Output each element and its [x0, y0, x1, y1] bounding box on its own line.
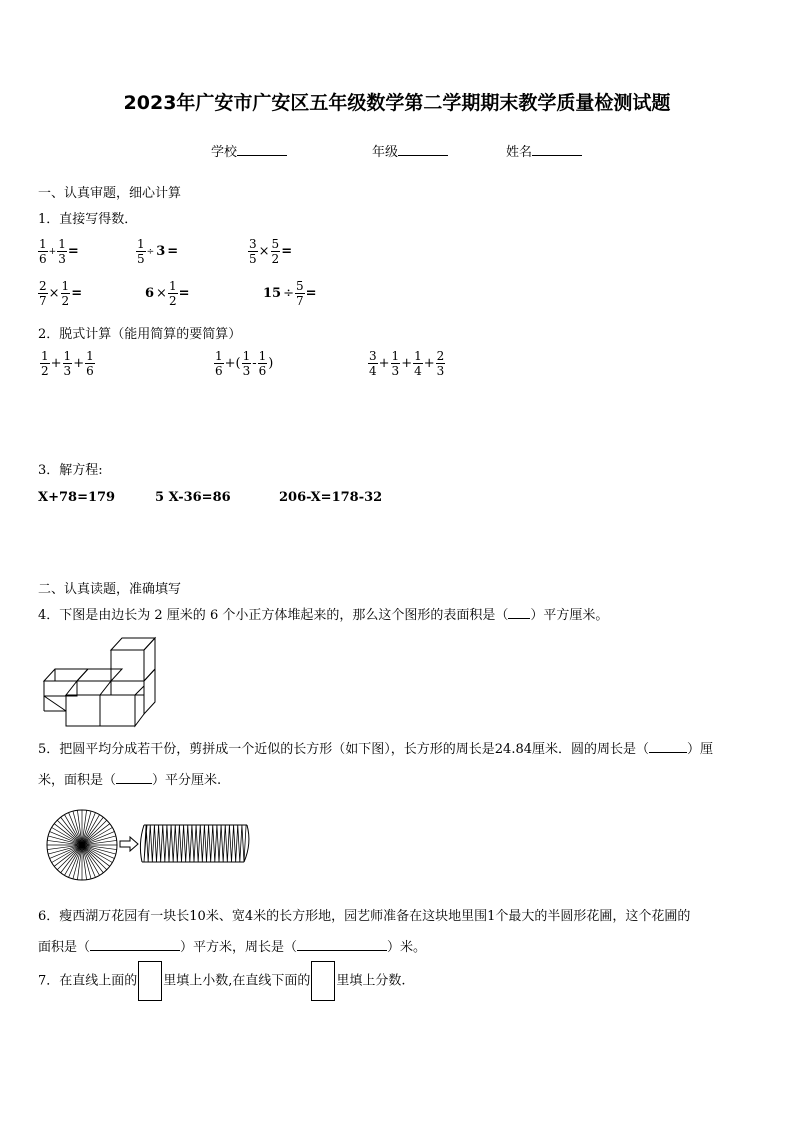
q1-item-1: $\frac{1}{6}$ + $\frac{1}{3}$ =	[39, 237, 79, 266]
q1-item-3: $\frac{3}{5}$ × $\frac{5}{2}$ =	[249, 237, 293, 266]
name-field[interactable]	[506, 141, 582, 160]
q2-expression-3: $\frac{3}{4}$ + $\frac{1}{3}$ + $\frac{1}{4}$ + $\frac{2}{3}$	[369, 349, 445, 378]
q2-label: 2．脱式计算（能用简算的要简算）	[38, 327, 242, 342]
circle-division-figure	[44, 807, 284, 883]
q3-equation-2: 5 X-36=86	[155, 490, 231, 505]
q5-area-blank[interactable]	[116, 783, 152, 784]
q4-answer-blank[interactable]	[508, 618, 530, 619]
section-2-heading: 二、认真读题，准确填写	[38, 582, 182, 597]
grade-label: 年级	[372, 145, 399, 160]
q1-item-6: 15 ÷ $\frac{5}{7}$ =	[263, 279, 317, 308]
q3-label: 3．解方程:	[38, 463, 103, 478]
grade-field[interactable]	[372, 141, 448, 160]
q1-item-5: 6 × $\frac{1}{2}$ =	[145, 279, 190, 308]
q3-equation-3: 206-X=178-32	[279, 490, 383, 505]
q5-circumference-blank[interactable]	[649, 752, 687, 753]
q2-expression-2: $\frac{1}{6}$ +( $\frac{1}{3}$ - $\frac{1}{6}$ )	[215, 349, 274, 378]
q1-item-4: $\frac{2}{7}$ × $\frac{1}{2}$ =	[39, 279, 83, 308]
q1-label: 1．直接写得数．	[38, 212, 138, 227]
school-label: 学校	[211, 145, 238, 160]
q5-line-2: 米，面积是（ ）平分厘米.	[38, 773, 222, 788]
q6-area-blank[interactable]	[90, 950, 180, 951]
q2-expression-1: $\frac{1}{2}$ + $\frac{1}{3}$ + $\frac{1}{6}$	[41, 349, 94, 378]
q6-perimeter-blank[interactable]	[297, 950, 387, 951]
q1-item-2: $\frac{1}{5}$ ÷ 3 =	[137, 237, 179, 266]
q6-line-1: 6．瘦西湖万花园有一块长10米、宽4米的长方形地，园艺师准备在这块地里围1个最大的半圆形花圃，这个花圃的	[38, 909, 691, 924]
name-label: 姓名	[506, 145, 533, 160]
q3-equation-1: X+78=179	[38, 490, 116, 505]
q6-line-2: 面积是（ ）平方米，周长是（ ）米。	[38, 940, 427, 955]
section-1-heading: 一、认真审题，细心计算	[38, 186, 182, 201]
q7-fraction-box[interactable]	[311, 961, 335, 1001]
q7-text: 7．在直线上面的 里填上小数,在直线下面的 里填上分数.	[38, 961, 406, 1001]
school-field[interactable]	[211, 141, 287, 160]
q5-line-1: 5．把圆平均分成若干份，剪拼成一个近似的长方形（如下图），长方形的周长是24.84厘米．圆的周长是（ ）厘	[38, 742, 714, 757]
q4-text: 4．下图是由边长为 2 厘米的 6 个小正方体堆起来的，那么这个图形的表面积是（ ）平方厘米。	[38, 608, 609, 623]
page-title: 2023年广安市广安区五年级数学第二学期期末教学质量检测试题	[123, 92, 671, 114]
q7-decimal-box[interactable]	[138, 961, 162, 1001]
cube-stack-figure	[42, 636, 162, 728]
